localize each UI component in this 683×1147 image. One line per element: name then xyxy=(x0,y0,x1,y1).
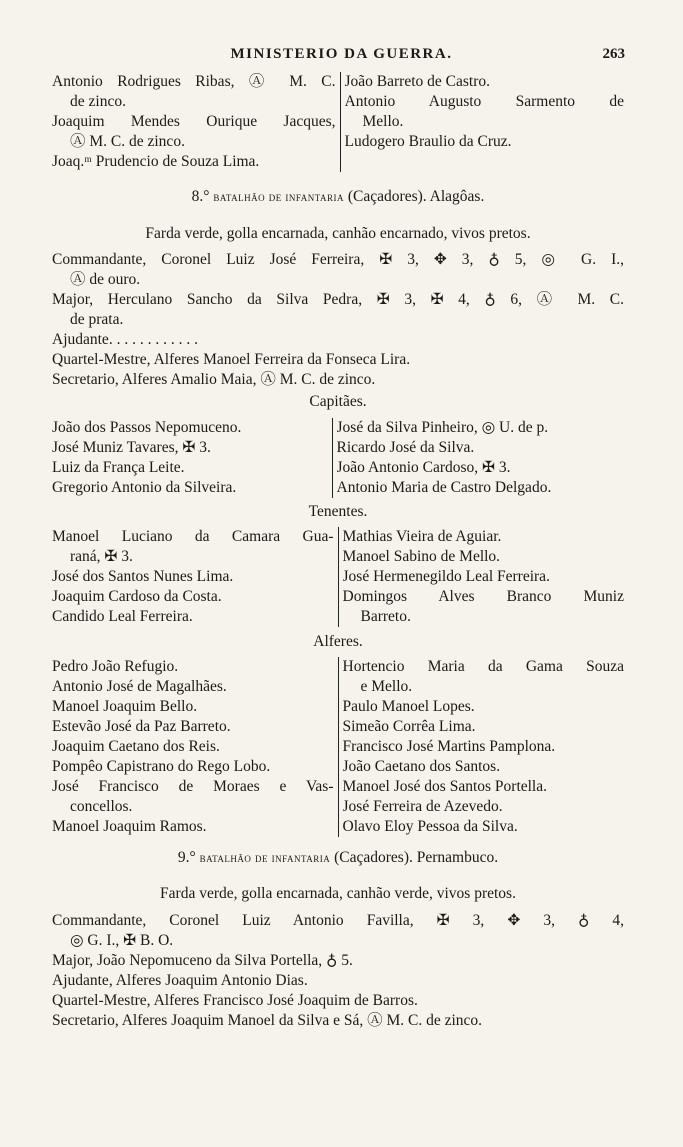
alferes-column-right xyxy=(338,657,625,837)
battalion-location: (Caçadores). Alagôas. xyxy=(347,188,485,205)
officer-entry-cont: Mello. xyxy=(362,113,404,130)
officer-entry: Manoel Joaquim Bello. xyxy=(52,698,198,715)
officer-entry: João dos Passos Nepomuceno. xyxy=(52,419,242,436)
officer-entry: Ludogero Braulio da Cruz. xyxy=(344,133,512,150)
officer-entry: Paulo Manoel Lopes. xyxy=(342,698,475,715)
battalion-8-uniform: Farda verde, golla encarnada, canhão encarnado, vivos pretos. xyxy=(145,225,531,242)
battalion-label: batalhão de infantaria xyxy=(213,190,345,204)
tenentes-title: Tenentes. xyxy=(308,503,368,520)
officer-entry: Antonio Maria de Castro Delgado. xyxy=(336,479,552,496)
officer-entry: Manoel Luciano da Camara Gua- xyxy=(52,528,334,545)
battalion-number: 8.° xyxy=(191,188,210,205)
officer-entry: Antonio Rodrigues Ribas, Ⓐ M. C. xyxy=(52,73,336,90)
officer-entry: Gregorio Antonio da Silveira. xyxy=(52,479,237,496)
alferes-column-left xyxy=(52,657,338,837)
officer-entry: Manoel Joaquim Ramos. xyxy=(52,818,207,835)
officer-entry: José Muniz Tavares, ✠ 3. xyxy=(52,439,211,456)
officer-entry: Domingos Alves Branco Muniz xyxy=(342,588,624,605)
staff-entry-cont: de prata. xyxy=(70,311,124,328)
officer-entry: Antonio Augusto Sarmento de xyxy=(344,93,624,110)
officer-entry: Joaquim Cardoso da Costa. xyxy=(52,588,222,605)
staff-entry: Secretario, Alferes Joaquim Manoel da Silva e Sá, Ⓐ M. C. de zinco. xyxy=(52,1012,483,1029)
officer-entry-cont: e Mello. xyxy=(360,678,413,695)
officer-entry: João Caetano dos Santos. xyxy=(342,758,501,775)
officer-entry: Joaquim Mendes Ourique Jacques, xyxy=(52,113,336,130)
capitaes-title: Capitães. xyxy=(309,393,367,410)
battalion-8-heading xyxy=(52,187,624,207)
officer-entry: José Ferreira de Azevedo. xyxy=(342,798,503,815)
officer-entry: Joaquim Caetano dos Reis. xyxy=(52,738,220,755)
officer-entry: José Francisco de Moraes e Vas- xyxy=(52,778,334,795)
officer-entry-cont: de zinco. xyxy=(70,93,126,110)
officer-entry: Candido Leal Ferreira. xyxy=(52,608,193,625)
battalion-8-staff xyxy=(52,250,624,390)
officer-entry-cont: Ⓐ M. C. de zinco. xyxy=(70,133,185,150)
officer-entry: Pompêo Capistrano do Rego Lobo. xyxy=(52,758,271,775)
officer-entry: Joaq.ᵐ Prudencio de Souza Lima. xyxy=(52,153,260,170)
staff-entry-cont: Ⓐ de ouro. xyxy=(70,271,141,288)
officer-entry: Manoel José dos Santos Portella. xyxy=(342,778,547,795)
officer-entry-cont: concellos. xyxy=(70,798,133,815)
officer-column-right xyxy=(340,72,625,172)
officer-entry-cont: Barreto. xyxy=(360,608,411,625)
staff-entry: Major, João Nepomuceno da Silva Portella, ♁ 5. xyxy=(52,952,353,969)
officer-entry: Manoel Sabino de Mello. xyxy=(342,548,501,565)
staff-entry: Quartel-Mestre, Alferes Francisco José Joaquim de Barros. xyxy=(52,992,418,1009)
tenentes-column-right xyxy=(338,527,625,627)
officer-entry: Luiz da França Leite. xyxy=(52,459,185,476)
officer-entry: Mathias Vieira de Aguiar. xyxy=(342,528,502,545)
officer-entry: João Barreto de Castro. xyxy=(344,73,490,90)
staff-entry: Secretario, Alferes Amalio Maia, Ⓐ M. C. de zinco. xyxy=(52,371,376,388)
officer-entry: Pedro João Refugio. xyxy=(52,658,179,675)
officer-entry: Hortencio Maria da Gama Souza xyxy=(342,658,624,675)
alferes-title: Alferes. xyxy=(313,633,363,650)
battalion-9-staff xyxy=(52,911,624,1031)
tenentes-column-left xyxy=(52,527,338,627)
officer-entry: José da Silva Pinheiro, ◎ U. de p. xyxy=(336,419,549,436)
capitaes-list xyxy=(52,418,624,498)
staff-entry: Commandante, Coronel Luiz Antonio Favilla, ✠ 3, ✥ 3, ♁ 4, xyxy=(52,912,624,929)
running-title: MINISTERIO DA GUERRA. xyxy=(230,46,453,62)
officer-list-top xyxy=(52,72,624,172)
tenentes-list xyxy=(52,527,624,627)
page-header xyxy=(0,44,683,66)
officer-entry: Olavo Eloy Pessoa da Silva. xyxy=(342,818,518,835)
officer-entry: José dos Santos Nunes Lima. xyxy=(52,568,234,585)
officer-entry: João Antonio Cardoso, ✠ 3. xyxy=(336,459,511,476)
battalion-9-uniform: Farda verde, golla encarnada, canhão verde, vivos pretos. xyxy=(160,885,516,902)
staff-entry: Commandante, Coronel Luiz José Ferreira, ✠ 3, ✥ 3, ♁ 5, ◎ G. I., xyxy=(52,251,624,268)
staff-entry: Ajudante, Alferes Joaquim Antonio Dias. xyxy=(52,972,308,989)
officer-entry: Antonio José de Magalhães. xyxy=(52,678,227,695)
officer-entry: Francisco José Martins Pamplona. xyxy=(342,738,556,755)
staff-entry: Major, Herculano Sancho da Silva Pedra, ✠ 3, ✠ 4, ♁ 6, Ⓐ M. C. xyxy=(52,291,624,308)
alferes-list xyxy=(52,657,624,837)
battalion-location: (Caçadores). Pernambuco. xyxy=(334,849,499,866)
staff-entry-cont: ◎ G. I., ✠ B. O. xyxy=(70,932,174,949)
battalion-number: 9.° xyxy=(177,849,196,866)
battalion-9-heading xyxy=(52,848,624,868)
staff-entry: Ajudante. . . . . . . . . . . . xyxy=(52,331,198,348)
officer-entry: Estevão José da Paz Barreto. xyxy=(52,718,231,735)
officer-entry-cont: raná, ✠ 3. xyxy=(70,548,133,565)
officer-entry: Simeão Corrêa Lima. xyxy=(342,718,476,735)
officer-column-left xyxy=(52,72,340,172)
capitaes-column-right xyxy=(332,418,624,498)
capitaes-column-left xyxy=(52,418,332,498)
page-number: 263 xyxy=(602,46,625,62)
battalion-label: batalhão de infantaria xyxy=(199,851,331,865)
officer-entry: José Hermenegildo Leal Ferreira. xyxy=(342,568,550,585)
staff-entry: Quartel-Mestre, Alferes Manoel Ferreira da Fonseca Lira. xyxy=(52,351,411,368)
officer-entry: Ricardo José da Silva. xyxy=(336,439,475,456)
